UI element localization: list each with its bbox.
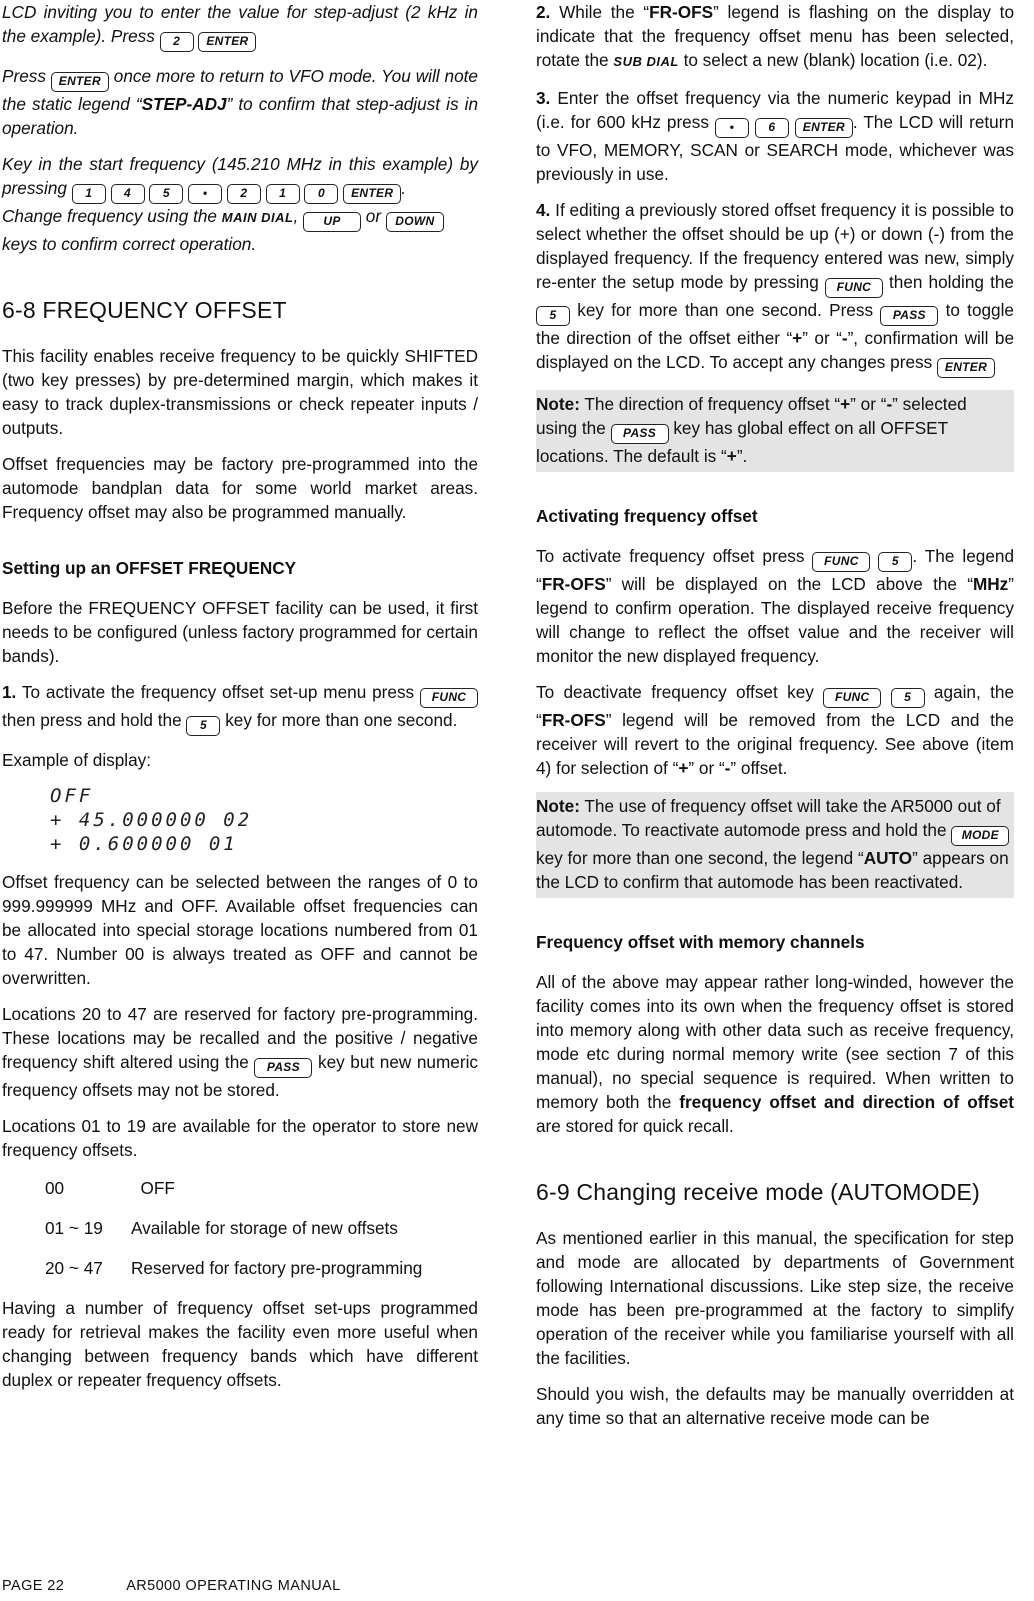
key-2: 2 xyxy=(227,184,261,204)
paragraph-step-adjust: LCD inviting you to enter the value for step-adjust (2 kHz in the example). Press 2 ENTER xyxy=(2,0,478,52)
section-heading-6-9: 6-9 Changing receive mode (AUTOMODE) xyxy=(536,1179,980,1205)
key-func: FUNC xyxy=(825,278,883,298)
key-1: 1 xyxy=(266,184,300,204)
paragraph-activate: To activate frequency offset press FUNC 5 . The legend “FR-OFS” will be displayed on the LCD above the “MHz” legend to confirm operation. The displayed receive frequency will change to reflect the offset value and the receiver will monitor the new displayed frequency. xyxy=(536,546,1014,666)
step-1: 1. To activate the frequency offset set-up menu press FUNC then press and hold the 5 key for more than one second. xyxy=(2,680,478,736)
key-dot: • xyxy=(715,118,749,138)
key-1: 1 xyxy=(72,184,106,204)
key-func: FUNC xyxy=(823,688,881,708)
paragraph-return-vfo: Press ENTER once more to return to VFO mode. You will note the static legend “STEP-ADJ” to confirm that step-adjust is in operation. xyxy=(2,66,479,138)
lcd-line: + 45.000000 02 xyxy=(50,809,253,831)
list-item: 20 ~ 47 Reserved for factory pre-programming xyxy=(45,1258,423,1278)
locations-list xyxy=(2,1176,478,1280)
key-pass: PASS xyxy=(254,1058,312,1078)
paragraph-as-mentioned: As mentioned earlier in this manual, the specification for step and mode are allocated by departments of Government following International discussions. Like step size, the receive mode has been pre-programmed at the factory to simplify operation of the receiver while you familiarise yourself with all the facilities. xyxy=(536,1228,1014,1368)
lcd-line: OFF xyxy=(50,785,94,807)
paragraph-offset-preprogrammed: Offset frequencies may be factory pre-programmed into the automode bandplan data for some world market areas. Frequency offset may also be programmed manually. xyxy=(2,454,478,522)
paragraph-should: Should you wish, the defaults may be manually overridden at any time so that an alternative receive mode can be xyxy=(536,1384,1014,1428)
key-down: DOWN xyxy=(386,212,444,232)
key-enter: ENTER xyxy=(198,32,256,52)
section-heading-6-8: 6-8 FREQUENCY OFFSET xyxy=(2,297,287,323)
subheading-memory-channels: Frequency offset with memory channels xyxy=(536,932,865,952)
key-func: FUNC xyxy=(420,688,478,708)
step-4: 4. If editing a previously stored offset frequency it is possible to select whether the offset should be up (+) or down (-) from the displayed frequency. If the frequency entered was new, simply re-enter the setup mode by pressing FUNC then holding the 5 key for more than one second. Press PASS to toggle the direction of the offset either “+” or “-”, confirmation will be displayed on the LCD. To accept any changes press ENTER xyxy=(536,198,1014,378)
key-6: 6 xyxy=(755,118,789,138)
step-2: 2. While the “FR-OFS” legend is flashing on the display to indicate that the frequency offset menu has been selected, rotate the SUB DIAL to select a new (blank) location (i.e. 02). xyxy=(536,2,1015,70)
key-5: 5 xyxy=(149,184,183,204)
example-label: Example of display: xyxy=(2,750,152,770)
paragraph-deactivate: To deactivate frequency offset key FUNC 5 again, the “FR-OFS” legend will be removed from the LCD and the receiver will revert to the original frequency. See above (item 4) for selection of “+” or “-” offset. xyxy=(536,682,1014,778)
key-mode: MODE xyxy=(951,826,1009,846)
manual-title: AR5000 OPERATING MANUAL xyxy=(126,1578,341,1594)
key-enter: ENTER xyxy=(343,184,401,204)
key-up: UP xyxy=(303,212,361,232)
key-enter: ENTER xyxy=(937,358,995,378)
key-pass: PASS xyxy=(611,424,669,444)
key-5: 5 xyxy=(186,716,220,736)
paragraph-facility: This facility enables receive frequency to be quickly SHIFTED (two key presses) by pre-determined margin, which makes it easy to track duplex-transmissions or check repeater inputs / outputs. xyxy=(2,346,478,438)
main-dial-label: MAIN DIAL xyxy=(221,210,294,225)
step-3: 3. Enter the offset frequency via the numeric keypad in MHz (i.e. for 600 kHz press • 6 ENTER . The LCD will return to VFO, MEMORY, SCAN or SEARCH mode, whichever was previously in use. xyxy=(536,88,1015,184)
paragraph-offset-range: Offset frequency can be selected between the ranges of 0 to 999.999999 MHz and OFF. Available offset frequencies can be allocated into special storage locations numbered from 01 to 47. Number 00 is always treated as OFF and cannot be overwritten. xyxy=(2,872,478,988)
list-item: 00 OFF xyxy=(45,1178,175,1198)
sub-dial-label: SUB DIAL xyxy=(613,54,679,69)
key-5: 5 xyxy=(878,552,912,572)
subheading-activating: Activating frequency offset xyxy=(536,506,758,526)
note-automode: Note: The use of frequency offset will take the AR5000 out of automode. To reactivate automode press and hold the MODE key for more than one second, the legend “AUTO” appears on the LCD to confirm that automode has been reactivated. xyxy=(536,792,1014,898)
key-enter: ENTER xyxy=(51,72,109,92)
key-2: 2 xyxy=(160,32,194,52)
lcd-line: + 0.600000 01 xyxy=(50,833,238,855)
key-pass: PASS xyxy=(880,306,938,326)
key-dot: • xyxy=(188,184,222,204)
paragraph-memory: All of the above may appear rather long-winded, however the facility comes into its own when the frequency offset is stored into memory along with other data such as receive frequency, mode etc during normal memory write (see section 7 of this manual), no special sequence is required. When written to memory both the frequency offset and direction of offset are stored for quick recall. xyxy=(536,972,1014,1136)
key-0: 0 xyxy=(304,184,338,204)
lcd-display-example xyxy=(2,784,478,856)
right-column xyxy=(536,0,1014,1442)
key-enter: ENTER xyxy=(795,118,853,138)
left-column xyxy=(2,0,478,1404)
page-footer xyxy=(2,1577,403,1595)
key-func: FUNC xyxy=(812,552,870,572)
paragraph-before: Before the FREQUENCY OFFSET facility can be used, it first needs to be configured (unless factory programmed for certain bands). xyxy=(2,598,478,666)
paragraph-locations-reserved: Locations 20 to 47 are reserved for factory pre-programming. These locations may be recalled and the positive / negative frequency shift altered using the PASS key but new numeric frequency offsets may not be stored. xyxy=(2,1004,478,1100)
page-number: PAGE 22 xyxy=(2,1578,65,1594)
key-4: 4 xyxy=(111,184,145,204)
subheading-setup-offset: Setting up an OFFSET FREQUENCY xyxy=(2,558,297,578)
note-direction: Note: The direction of frequency offset “+” or “-” selected using the PASS key has global effect on all OFFSET locations. The default is “+”. xyxy=(536,390,1014,472)
paragraph-locations-available: Locations 01 to 19 are available for the operator to store new frequency offsets. xyxy=(2,1116,478,1160)
key-5: 5 xyxy=(536,306,570,326)
paragraph-having: Having a number of frequency offset set-ups programmed ready for retrieval makes the facility even more useful when changing between frequency bands which have different duplex or repeater frequency offsets. xyxy=(2,1298,478,1390)
key-5: 5 xyxy=(891,688,925,708)
paragraph-start-frequency: Key in the start frequency (145.210 MHz in this example) by pressing 1 4 5 • 2 1 0 ENTER . Change frequency using the MAIN DIAL, UP or DOWN keys to confirm correct operation. xyxy=(2,154,478,254)
list-item: 01 ~ 19 Available for storage of new offsets xyxy=(45,1218,398,1238)
